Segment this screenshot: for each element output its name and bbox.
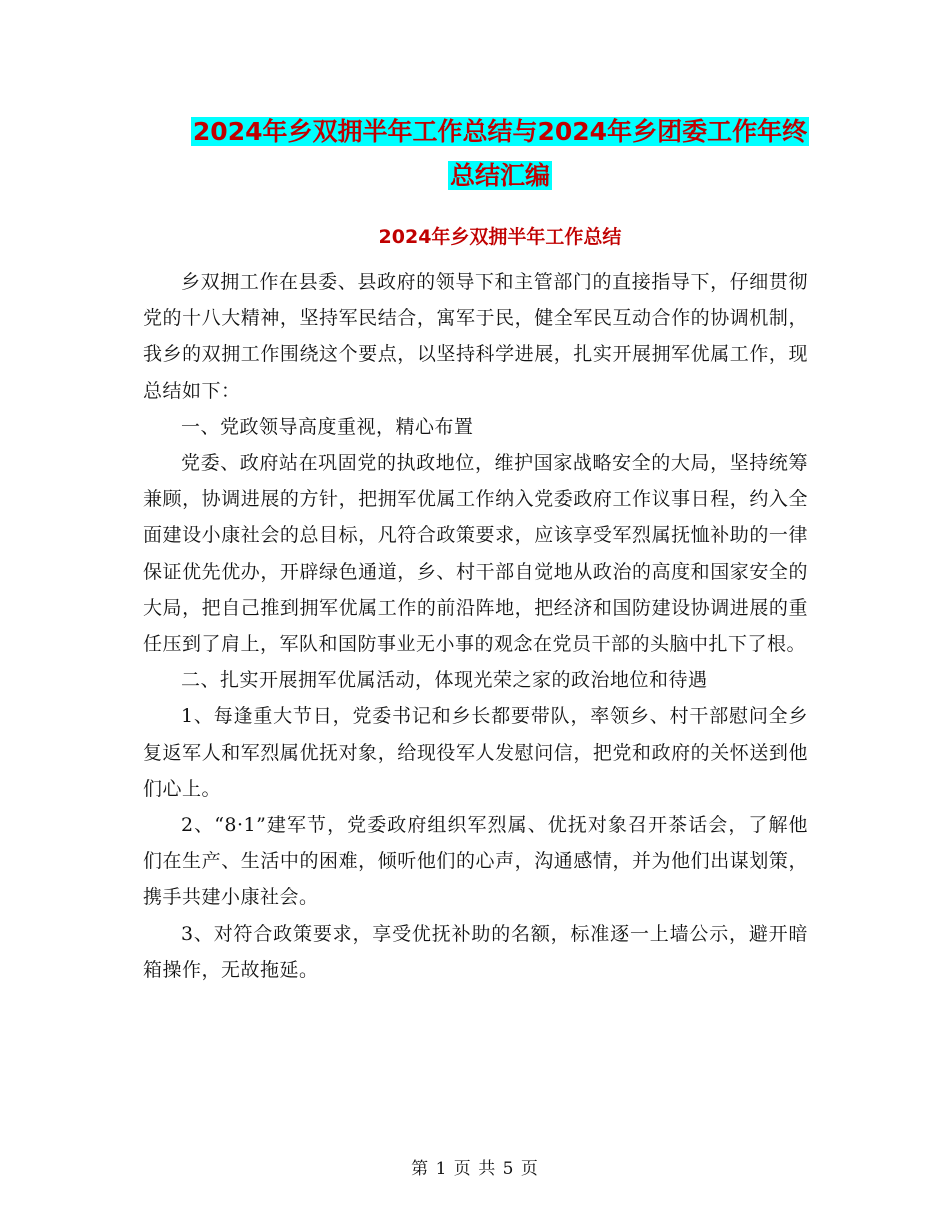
document-title-line-2: 总结汇编 (449, 161, 550, 190)
document-body (143, 264, 808, 988)
paragraph: 一、党政领导高度重视，精心布置 (181, 415, 474, 438)
paragraph: 二、扎实开展拥军优属活动，体现光荣之家的政治地位和待遇 (181, 669, 708, 692)
paragraph: 乡双拥工作在县委、县政府的领导下和主管部门的直接指导下，仔细贯彻党的十八大精神，坚持军民结合，寓军于民，健全军民互动合作的协调机制，我乡的双拥工作围绕这个要点，以坚持科学进展，扎实开展拥军优属工作，现总结如下： (143, 271, 808, 402)
paragraph: 2、“8·1”建军节，党委政府组织军烈属、优抚对象召开茶话会，了解他们在生产、生活中的困难，倾听他们的心声，沟通感情，并为他们出谋划策，携手共建小康社会。 (143, 814, 808, 909)
paragraph: 3、对符合政策要求，享受优抚补助的名额，标准逐一上墙公示，避开暗箱操作，无故拖延。 (143, 922, 808, 981)
page-number-footer: 第 1 页 共 5 页 (411, 1159, 539, 1179)
section-title: 2024年乡双拥半年工作总结 (378, 226, 622, 248)
document-title (140, 110, 860, 198)
document-title-line-1: 2024年乡双拥半年工作总结与2024年乡团委工作年终 (192, 117, 808, 146)
paragraph: 1、每逢重大节日，党委书记和乡长都要带队，率领乡、村干部慰问全乡复返军人和军烈属优抚对象，给现役军人发慰问信，把党和政府的关怀送到他们心上。 (143, 705, 808, 800)
paragraph: 党委、政府站在巩固党的执政地位，维护国家战略安全的大局，坚持统筹兼顾，协调进展的方针，把拥军优属工作纳入党委政府工作议事日程，约入全面建设小康社会的总目标，凡符合政策要求，应该享受军烈属抚恤补助的一律保证优先优办，开辟绿色通道，乡、村干部自觉地从政治的高度和国家安全的大局，把自己推到拥军优属工作的前沿阵地，把经济和国防建设协调进展的重任压到了肩上，军队和国防事业无小事的观念在党员干部的头脑中扎下了根。 (143, 452, 808, 656)
